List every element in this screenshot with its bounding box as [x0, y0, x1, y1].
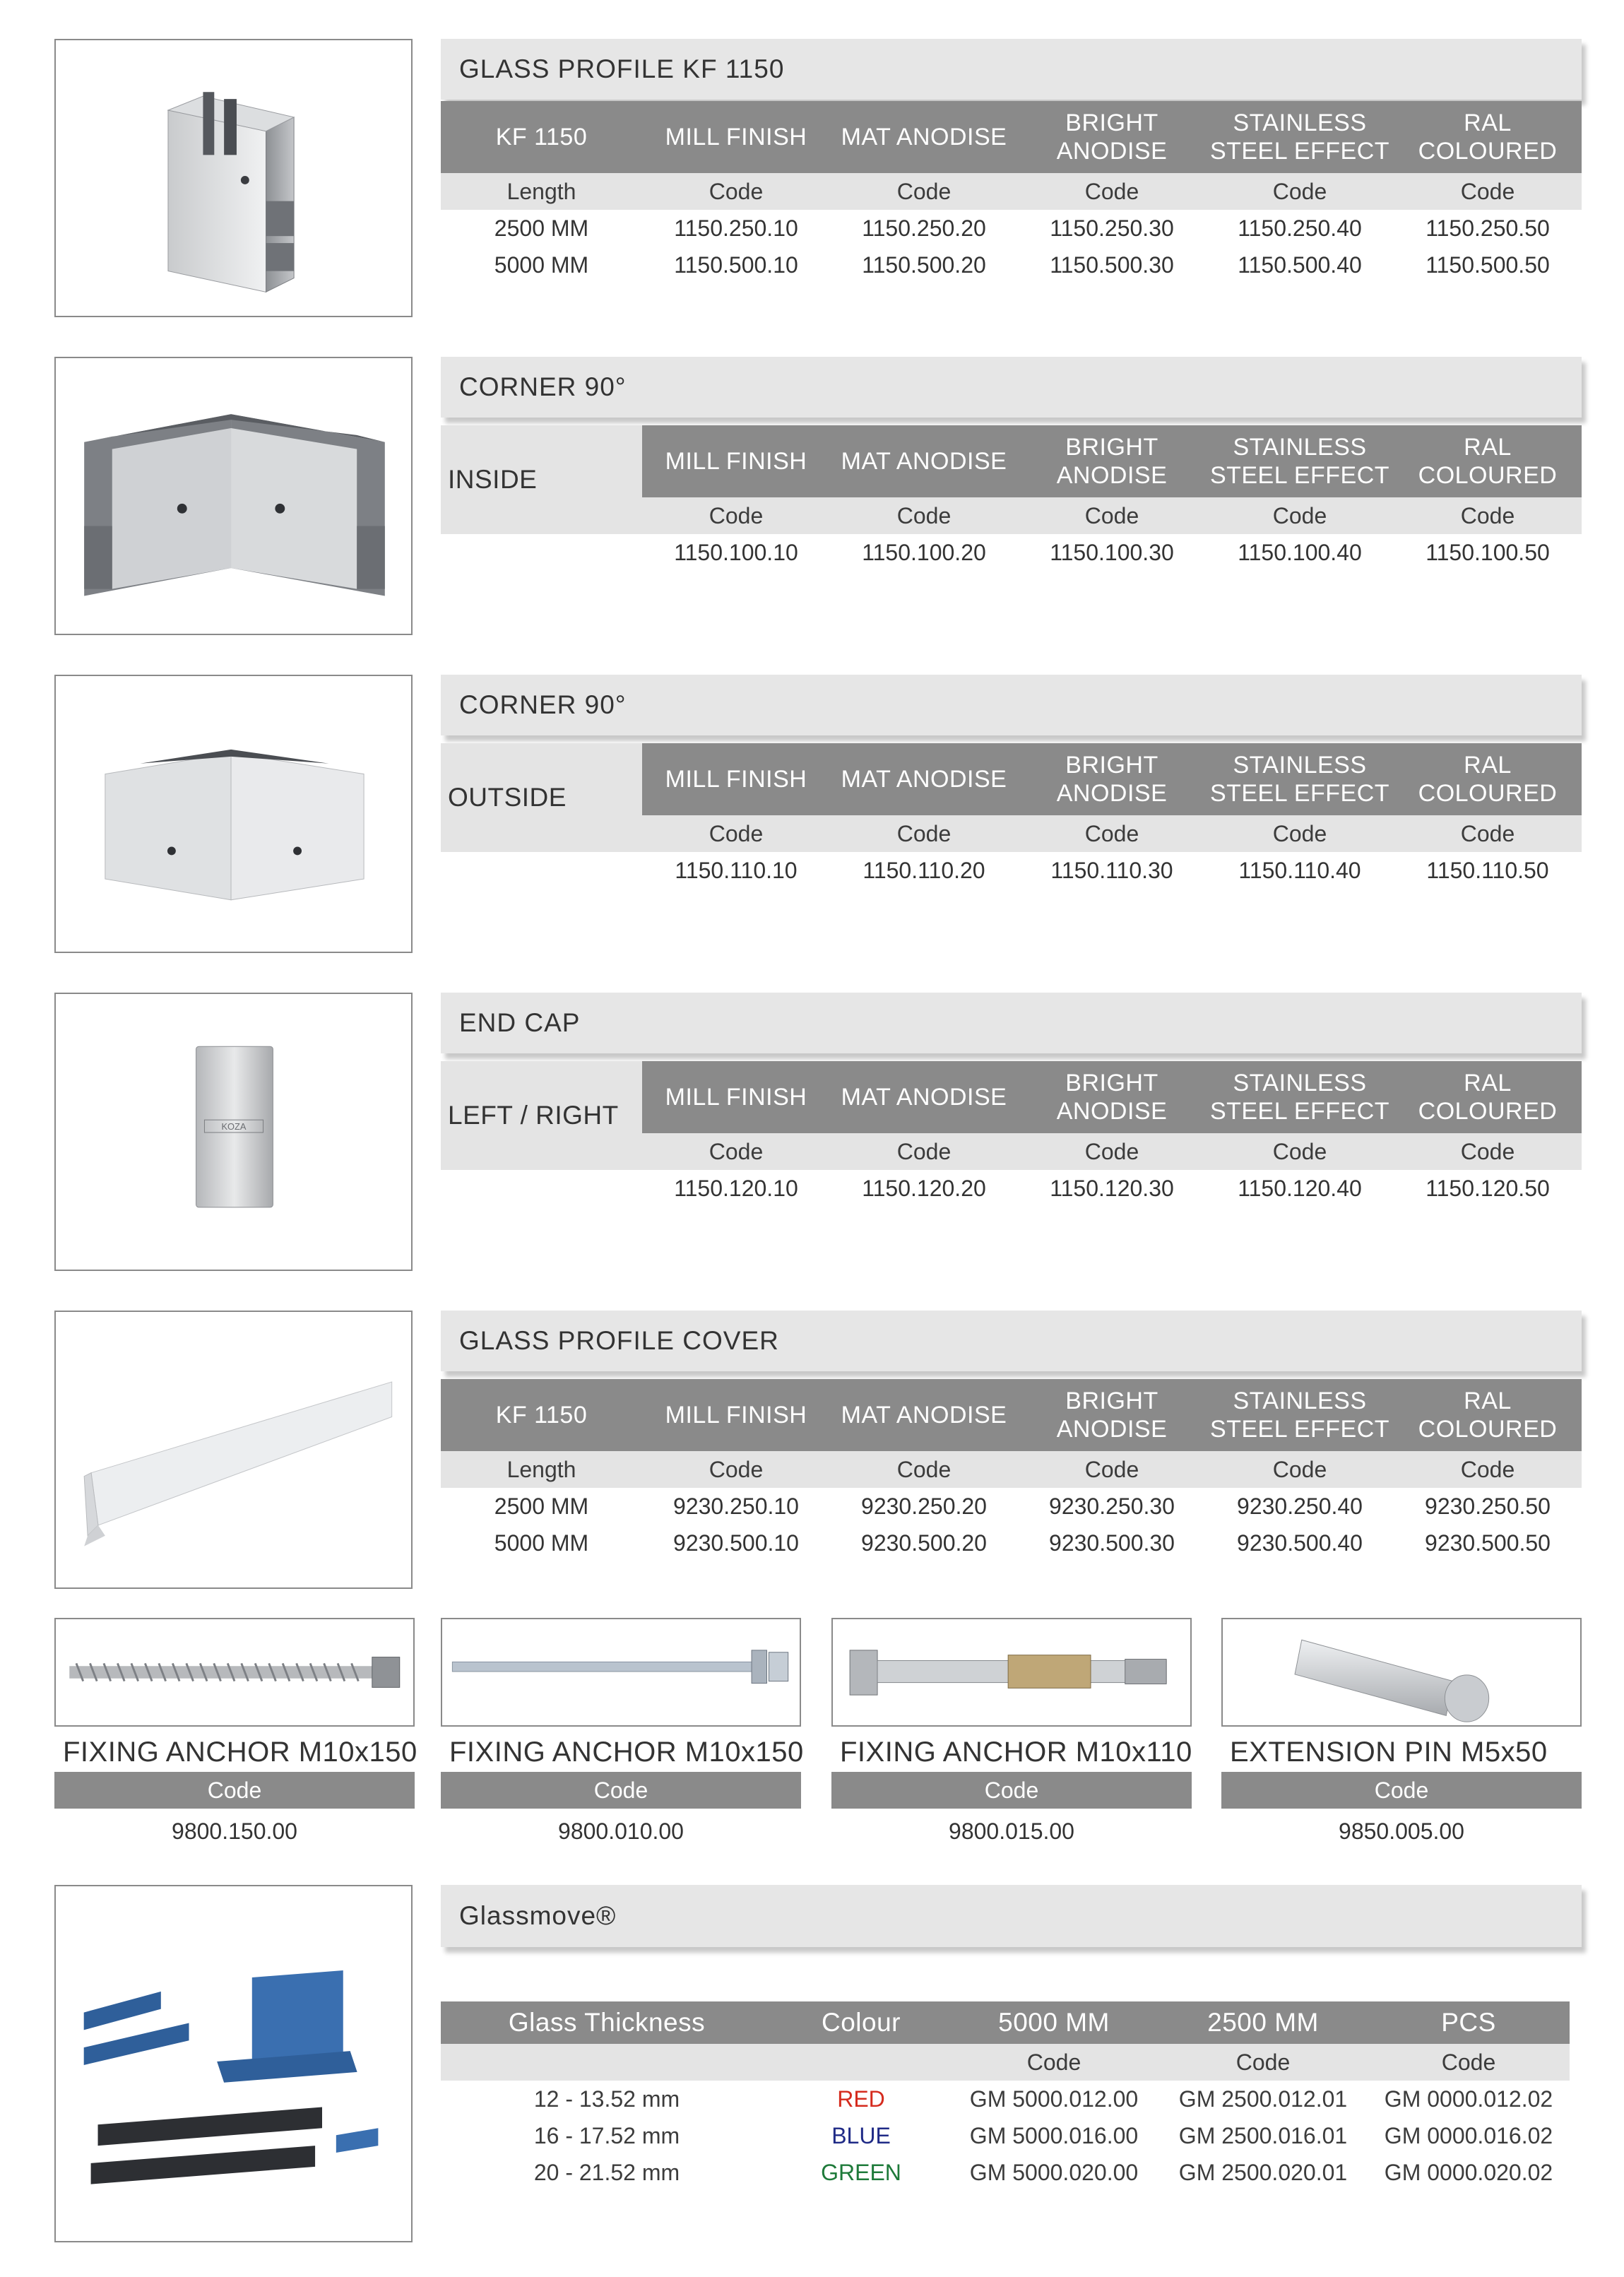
pin-icon [1223, 1619, 1580, 1725]
section-title: CORNER 90° [459, 372, 627, 401]
header-line: COLOURED [1418, 462, 1558, 489]
header-line: COLOURED [1418, 1098, 1558, 1125]
code-label: Code [1206, 1133, 1394, 1170]
code-value: 9230.500.10 [673, 1530, 799, 1556]
code-label: Code [642, 497, 830, 534]
row-label: INSIDE [441, 425, 642, 534]
anchor-code-value: 9800.150.00 [172, 1818, 297, 1844]
glass-profile-icon [56, 40, 411, 316]
column-header-finish [1394, 1061, 1582, 1133]
header-line: STAINLESS [1233, 434, 1367, 461]
sleeve-anchor-icon [833, 1619, 1190, 1725]
code-label: Code [1206, 1451, 1394, 1488]
code-label: Code [830, 1451, 1018, 1488]
code-label: Code [1206, 497, 1394, 534]
header-line: STAINLESS [1233, 110, 1367, 136]
section-title-bar [441, 1311, 1582, 1371]
section-title: Glassmove® [459, 1901, 617, 1930]
column-header-finish: MILL FINISH [642, 1061, 830, 1133]
header-line: STEEL EFFECT [1209, 1098, 1390, 1125]
code-value: 1150.120.20 [862, 1175, 986, 1201]
table-row [441, 2117, 1570, 2154]
section-title: GLASS PROFILE COVER [459, 1326, 779, 1355]
length-value: 2500 MM [494, 1493, 589, 1519]
code-value: 1150.500.30 [1050, 252, 1174, 278]
code-label: Code [1394, 815, 1582, 852]
column-header-finish [1018, 101, 1206, 173]
code-value: 1150.250.50 [1426, 215, 1550, 241]
column-header-finish: MAT ANODISE [830, 1061, 1018, 1133]
blank-cell [773, 2044, 949, 2081]
header-line: STAINLESS [1233, 1070, 1367, 1096]
table-row [441, 2154, 1570, 2191]
anchor-image [441, 1618, 801, 1727]
column-header-finish [1206, 101, 1394, 173]
column-header-finish [1018, 1379, 1206, 1451]
length-value: 5000 MM [494, 1530, 589, 1556]
anchor-code-value: 9800.015.00 [949, 1818, 1074, 1844]
header-line: ANODISE [1056, 138, 1168, 165]
code-value: GM 5000.020.00 [969, 2159, 1139, 2185]
code-value: 1150.500.10 [674, 252, 798, 278]
header-line: COLOURED [1418, 780, 1558, 807]
column-header-finish: MILL FINISH [642, 425, 830, 497]
column-header-finish [1206, 1379, 1394, 1451]
column-header-finish [1018, 1061, 1206, 1133]
anchor-code-label: Code [441, 1772, 801, 1809]
section-title: GLASS PROFILE KF 1150 [459, 54, 785, 83]
code-label: Code [830, 173, 1018, 210]
code-label: Code [1206, 815, 1394, 852]
code-value: 1150.100.20 [862, 539, 986, 565]
section-title-bar [441, 993, 1582, 1053]
code-label: Code [1018, 815, 1206, 852]
code-value: 1150.110.30 [1050, 857, 1173, 883]
column-header-finish: MAT ANODISE [830, 1379, 1018, 1451]
code-label: Code [830, 497, 1018, 534]
code-label: Code [1158, 2044, 1368, 2081]
code-value: GM 5000.012.00 [969, 2086, 1139, 2112]
header-line: STEEL EFFECT [1209, 462, 1390, 489]
blank-cell [441, 534, 642, 571]
code-value: 1150.250.30 [1050, 215, 1174, 241]
section-title-bar [441, 357, 1582, 418]
colour-value: BLUE [831, 2122, 891, 2148]
code-value: 1150.120.30 [1050, 1175, 1174, 1201]
anchor-image [54, 1618, 415, 1727]
glassmove-table [441, 2001, 1570, 2191]
code-label: Code [642, 815, 830, 852]
code-value: 9230.250.10 [673, 1493, 799, 1519]
code-label: Code [642, 173, 830, 210]
product-image-glass-profile [54, 39, 413, 317]
column-header: PCS [1368, 2001, 1570, 2044]
column-header-finish [1394, 101, 1582, 173]
header-line: ANODISE [1056, 1416, 1168, 1443]
spec-table-end-cap [441, 1061, 1582, 1207]
table-row [441, 1488, 1582, 1525]
code-label: Code [1206, 173, 1394, 210]
end-cap-icon [56, 994, 411, 1270]
code-value: 1150.250.10 [674, 215, 798, 241]
code-label: Code [1394, 173, 1582, 210]
column-header-kf1150: KF 1150 [441, 1379, 642, 1451]
header-line: ANODISE [1056, 1098, 1168, 1125]
column-header-finish [1394, 743, 1582, 815]
anchor-code-value: 9800.010.00 [558, 1818, 684, 1844]
code-value: 1150.250.40 [1238, 215, 1362, 241]
product-image-corner-inside [54, 357, 413, 635]
column-header-finish: MILL FINISH [642, 743, 830, 815]
code-value: 9230.500.50 [1425, 1530, 1551, 1556]
spec-table-corner-outside [441, 743, 1582, 889]
profile-cover-icon [56, 1312, 411, 1587]
header-line: RAL [1464, 752, 1512, 779]
code-label: Code [1018, 497, 1206, 534]
column-header: 2500 MM [1158, 2001, 1368, 2044]
header-line: STEEL EFFECT [1209, 1416, 1390, 1443]
header-line: BRIGHT [1065, 110, 1158, 136]
anchor-image [1221, 1618, 1582, 1727]
blank-cell [441, 2044, 773, 2081]
section-title-bar [441, 39, 1582, 100]
code-value: GM 0000.016.02 [1384, 2122, 1553, 2148]
product-image-corner-outside [54, 675, 413, 953]
code-label: Code [1018, 1133, 1206, 1170]
header-line: ANODISE [1056, 462, 1168, 489]
code-value: 1150.120.50 [1426, 1175, 1550, 1201]
column-header-finish: MAT ANODISE [830, 743, 1018, 815]
screw-anchor-icon [56, 1619, 413, 1725]
header-line: BRIGHT [1065, 1388, 1158, 1414]
code-value: 9230.250.20 [861, 1493, 987, 1519]
header-line: STAINLESS [1233, 752, 1367, 779]
code-value: 1150.100.50 [1426, 539, 1550, 565]
code-label: Code [830, 815, 1018, 852]
code-value: GM 2500.012.01 [1178, 2086, 1348, 2112]
code-value: 1150.100.40 [1238, 539, 1362, 565]
spec-table-profile-cover [441, 1379, 1582, 1561]
code-value: 9230.250.40 [1237, 1493, 1363, 1519]
header-line: RAL [1464, 1070, 1512, 1096]
length-label: Length [441, 1451, 642, 1488]
table-row [441, 1525, 1582, 1561]
code-label: Code [642, 1451, 830, 1488]
column-header-kf1150: KF 1150 [441, 101, 642, 173]
colour-value: RED [837, 2086, 885, 2112]
code-value: 9230.500.40 [1237, 1530, 1363, 1556]
header-line: STEEL EFFECT [1209, 138, 1390, 165]
code-label: Code [1368, 2044, 1570, 2081]
outside-corner-icon [56, 676, 411, 952]
inside-corner-icon [56, 358, 411, 634]
section-title: CORNER 90° [459, 690, 627, 719]
column-header-finish [1206, 1061, 1394, 1133]
threaded-rod-icon [442, 1619, 800, 1725]
column-header-finish: MILL FINISH [642, 101, 830, 173]
column-header-finish: MAT ANODISE [830, 425, 1018, 497]
code-value: 9230.250.30 [1049, 1493, 1175, 1519]
blank-cell [441, 1170, 642, 1207]
column-header-finish: MILL FINISH [642, 1379, 830, 1451]
column-header: Glass Thickness [441, 2001, 773, 2044]
product-image-profile-cover [54, 1311, 413, 1589]
anchor-title: FIXING ANCHOR M10x150 [449, 1737, 804, 1768]
column-header-finish [1018, 743, 1206, 815]
code-label: Code [1394, 497, 1582, 534]
row-label: LEFT / RIGHT [441, 1061, 642, 1170]
code-value: 1150.500.20 [862, 252, 986, 278]
anchor-title: FIXING ANCHOR M10x150 [63, 1737, 417, 1768]
section-title-bar [441, 1885, 1582, 1947]
length-label: Length [441, 173, 642, 210]
code-value: GM 2500.020.01 [1178, 2159, 1348, 2185]
code-value: 9230.500.20 [861, 1530, 987, 1556]
code-value: 1150.120.40 [1238, 1175, 1362, 1201]
code-value: 9230.250.50 [1425, 1493, 1551, 1519]
table-row [441, 852, 1582, 889]
code-label: Code [642, 1133, 830, 1170]
header-line: STAINLESS [1233, 1388, 1367, 1414]
column-header-finish [1394, 1379, 1582, 1451]
column-header-finish [1018, 425, 1206, 497]
code-label: Code [949, 2044, 1158, 2081]
anchor-code-label: Code [54, 1772, 415, 1809]
colour-value: GREEN [821, 2159, 901, 2185]
spec-table-glass-profile [441, 101, 1582, 283]
product-image-glassmove [54, 1885, 413, 2242]
column-header-finish: MAT ANODISE [830, 101, 1018, 173]
anchor-title: EXTENSION PIN M5x50 [1230, 1737, 1548, 1768]
anchor-code-value: 9850.005.00 [1339, 1818, 1464, 1844]
table-row [441, 247, 1582, 283]
table-row [441, 2081, 1570, 2117]
anchor-image [831, 1618, 1192, 1727]
column-header: 5000 MM [949, 2001, 1158, 2044]
header-line: BRIGHT [1065, 752, 1158, 779]
header-line: COLOURED [1418, 1416, 1558, 1443]
section-title: END CAP [459, 1008, 581, 1037]
table-row [441, 210, 1582, 247]
anchor-title: FIXING ANCHOR M10x110 [840, 1737, 1192, 1768]
code-label: Code [1394, 1133, 1582, 1170]
anchor-code-label: Code [831, 1772, 1192, 1809]
table-row [441, 534, 1582, 571]
header-line: BRIGHT [1065, 434, 1158, 461]
koza-logo: KOZA [221, 1121, 247, 1132]
code-value: 1150.100.30 [1050, 539, 1174, 565]
header-line: STEEL EFFECT [1209, 780, 1390, 807]
section-title-bar [441, 675, 1582, 735]
header-line: RAL [1464, 1388, 1512, 1414]
glassmove-icon [56, 1886, 411, 2241]
anchor-code-label: Code [1221, 1772, 1582, 1809]
code-value: GM 0000.020.02 [1384, 2159, 1553, 2185]
thickness-value: 12 - 13.52 mm [533, 2086, 680, 2112]
code-label: Code [1018, 173, 1206, 210]
code-value: 9230.500.30 [1049, 1530, 1175, 1556]
code-value: 1150.500.40 [1238, 252, 1362, 278]
row-label: OUTSIDE [441, 743, 642, 852]
thickness-value: 16 - 17.52 mm [533, 2122, 680, 2148]
code-value: 1150.120.10 [674, 1175, 798, 1201]
code-value: 1150.110.40 [1238, 857, 1361, 883]
column-header-finish [1206, 425, 1394, 497]
column-header-finish [1206, 743, 1394, 815]
header-line: ANODISE [1056, 780, 1168, 807]
table-row [441, 1170, 1582, 1207]
spec-table-corner-inside [441, 425, 1582, 571]
column-header: Colour [773, 2001, 949, 2044]
column-header-finish [1394, 425, 1582, 497]
code-value: 1150.250.20 [862, 215, 986, 241]
code-label: Code [830, 1133, 1018, 1170]
header-line: RAL [1464, 110, 1512, 136]
length-value: 5000 MM [494, 252, 589, 278]
code-label: Code [1394, 1451, 1582, 1488]
thickness-value: 20 - 21.52 mm [533, 2159, 680, 2185]
code-value: 1150.100.10 [674, 539, 798, 565]
header-line: COLOURED [1418, 138, 1558, 165]
header-line: BRIGHT [1065, 1070, 1158, 1096]
code-value: 1150.110.20 [863, 857, 985, 883]
length-value: 2500 MM [494, 215, 589, 241]
header-line: RAL [1464, 434, 1512, 461]
code-value: GM 2500.016.01 [1178, 2122, 1348, 2148]
code-value: GM 5000.016.00 [969, 2122, 1139, 2148]
code-value: GM 0000.012.02 [1384, 2086, 1553, 2112]
product-image-end-cap [54, 993, 413, 1271]
code-label: Code [1018, 1451, 1206, 1488]
code-value: 1150.500.50 [1426, 252, 1550, 278]
code-value: 1150.110.10 [675, 857, 798, 883]
blank-cell [441, 852, 642, 889]
code-value: 1150.110.50 [1426, 857, 1549, 883]
